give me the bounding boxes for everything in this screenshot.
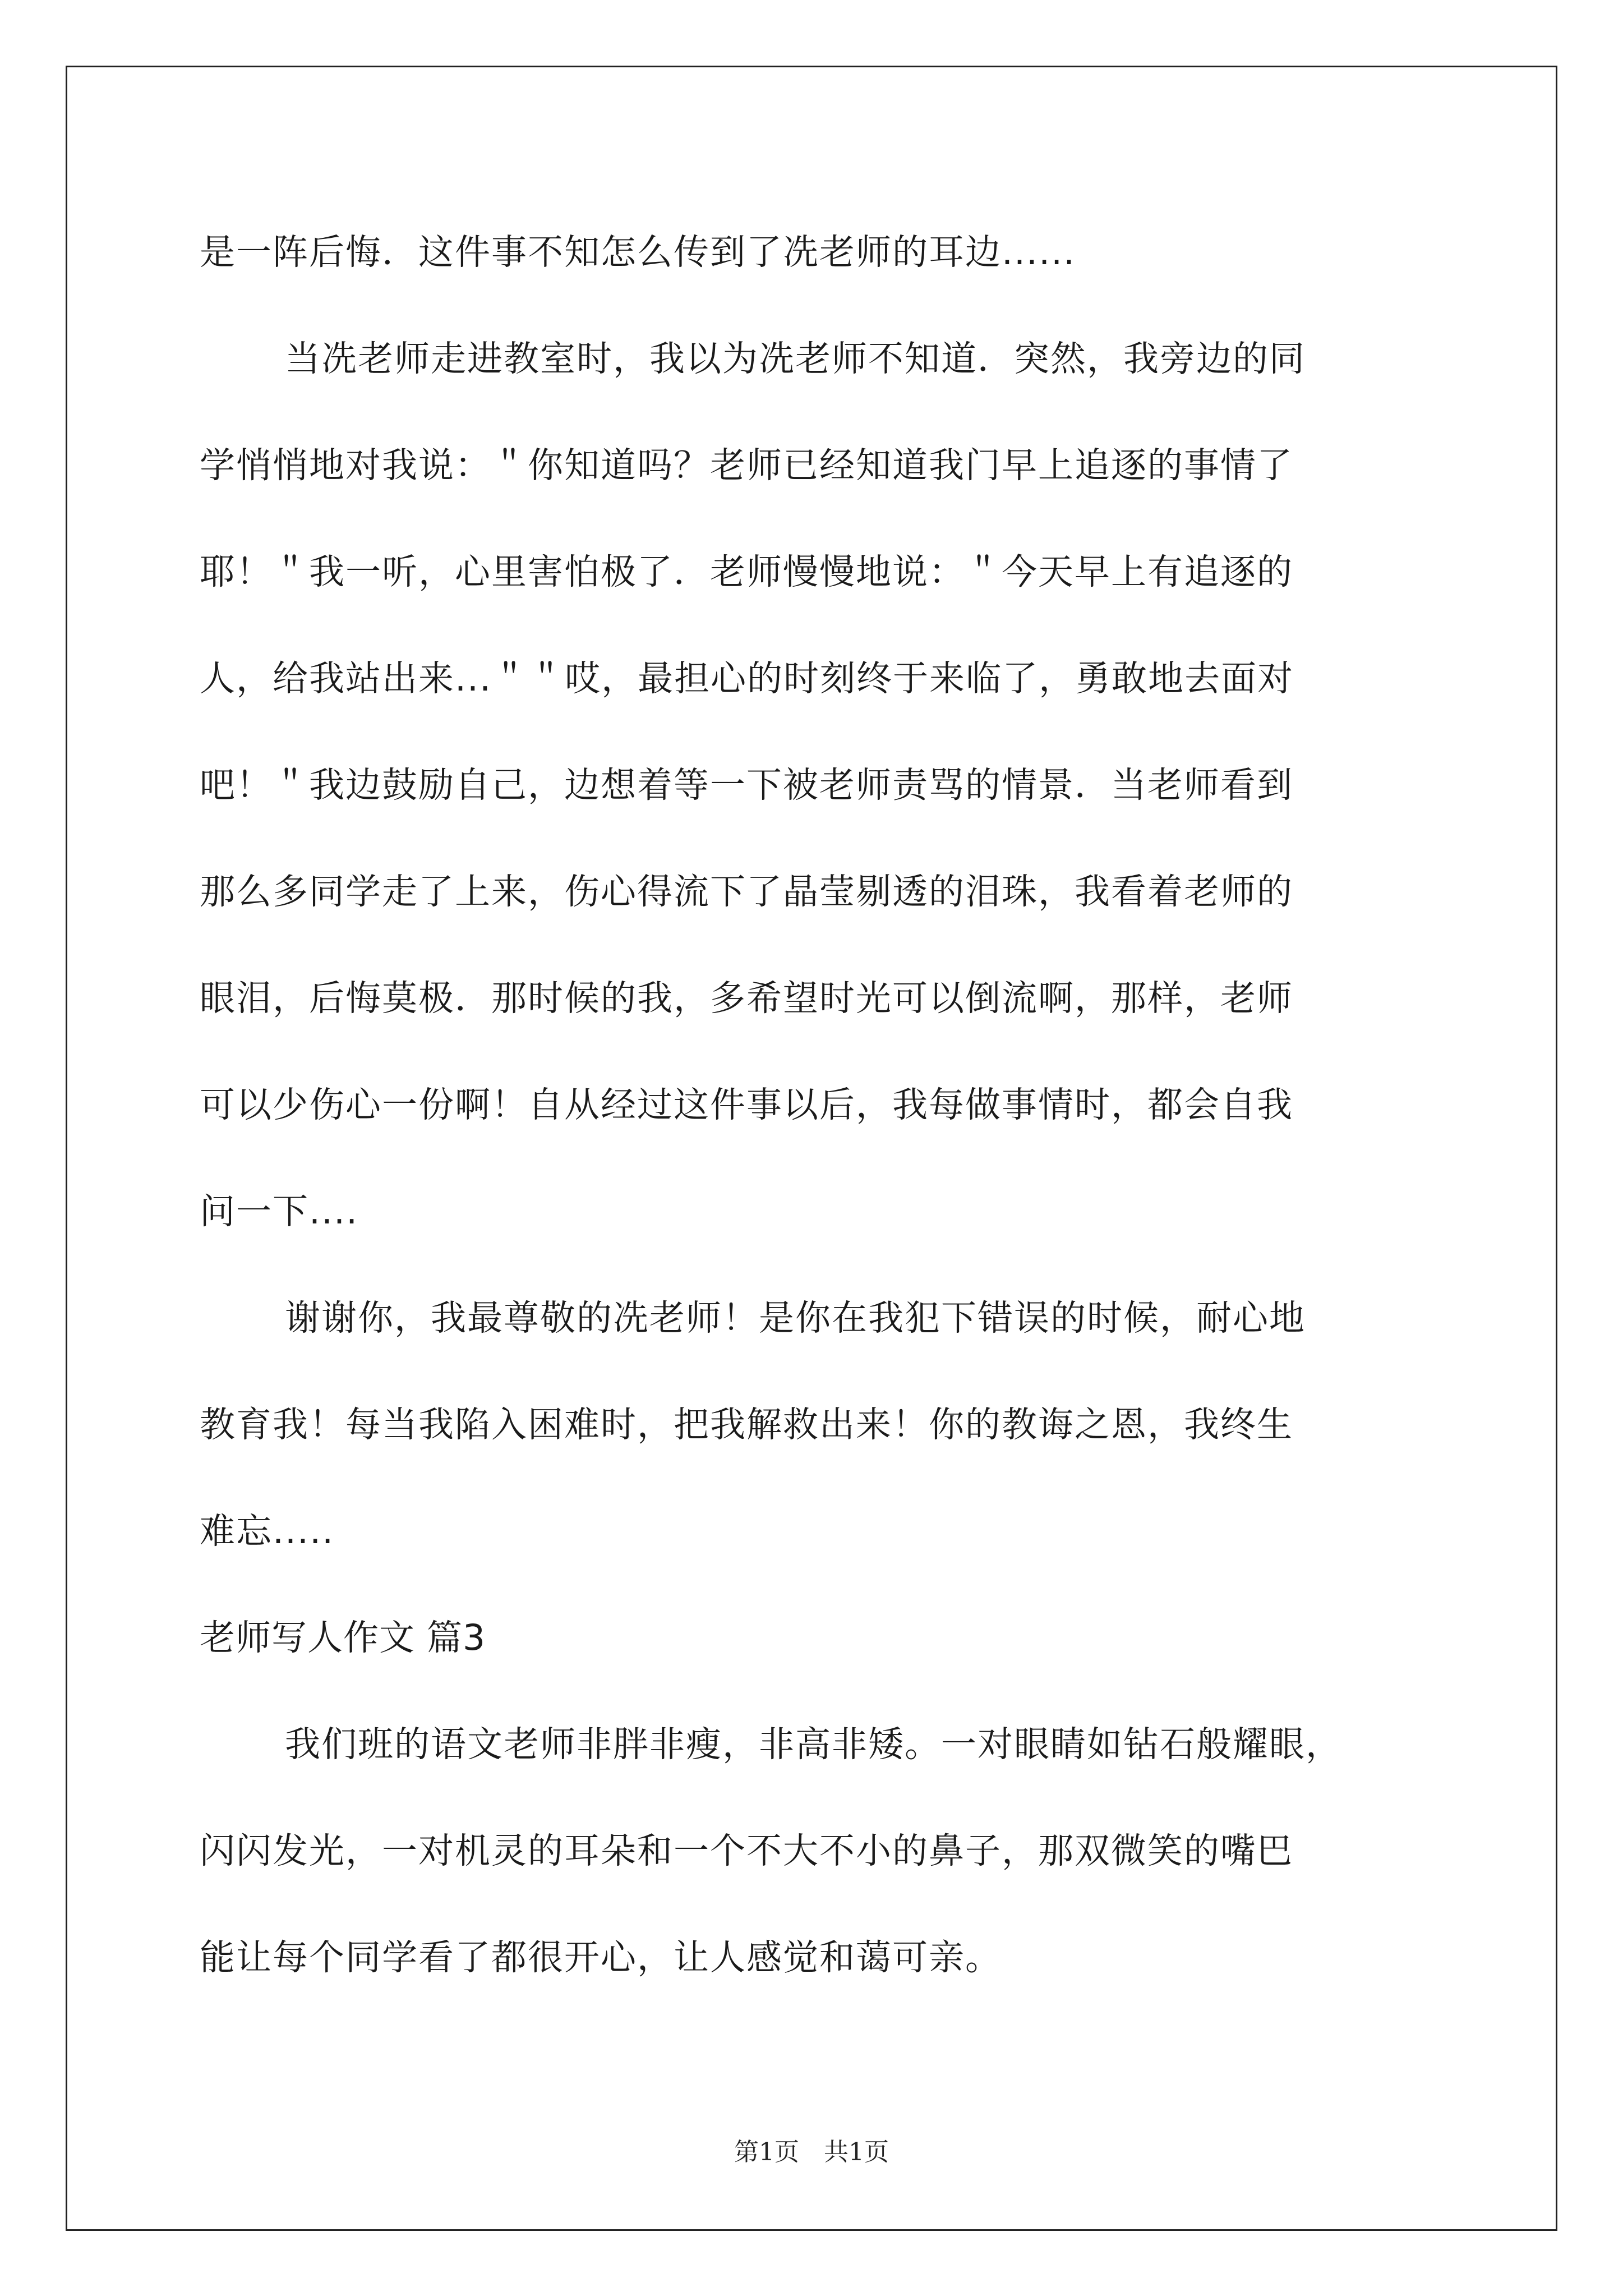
- text-line: 谢谢你，我最尊敬的冼老师！是你在我犯下错误的时候，耐心地: [285, 1297, 1306, 1338]
- text-line: 当冼老师走进教室时，我以为冼老师不知道．突然，我旁边的同: [285, 338, 1306, 379]
- text-line: 眼泪，后悔莫极．那时候的我，多希望时光可以倒流啊，那样，老师: [200, 978, 1293, 1019]
- text-line: 吧！＂我边鼓励自己，边想着等一下被老师责骂的情景．当老师看到: [200, 765, 1293, 806]
- text-line: 耶！＂我一听，心里害怕极了．老师慢慢地说：＂今天早上有追逐的: [200, 551, 1293, 592]
- text-line: 教育我！每当我陷入困难时，把我解救出来！你的教诲之恩，我终生: [200, 1404, 1293, 1445]
- document-body: [200, 199, 1433, 2011]
- text-line: 可以少伤心一份啊！自从经过这件事以后，我每做事情时，都会自我: [200, 1084, 1293, 1125]
- section-heading: 老师写人作文 篇3: [200, 1617, 486, 1658]
- text-line: 问一下....: [200, 1191, 359, 1232]
- text-line: 学悄悄地对我说：＂你知道吗？老师已经知道我门早上追逐的事情了: [200, 445, 1293, 486]
- page-number-footer: 第1页 共1页: [734, 2138, 889, 2166]
- text-line: 能让每个同学看了都很开心，让人感觉和蔼可亲。: [200, 1937, 1002, 1978]
- text-line: 人，给我站出来...＂＂哎，最担心的时刻终于来临了，勇敢地去面对: [200, 658, 1294, 699]
- text-line: 那么多同学走了上来，伤心得流下了晶莹剔透的泪珠，我看着老师的: [200, 871, 1293, 912]
- text-line: 是一阵后悔．这件事不知怎么传到了冼老师的耳边......: [200, 232, 1076, 273]
- text-line: 闪闪发光，一对机灵的耳朵和一个不大不小的鼻子，那双微笑的嘴巴: [200, 1830, 1293, 1871]
- text-line: 难忘.....: [200, 1511, 335, 1552]
- text-line: 我们班的语文老师非胖非瘦，非高非矮。一对眼睛如钻石般耀眼，: [285, 1724, 1342, 1765]
